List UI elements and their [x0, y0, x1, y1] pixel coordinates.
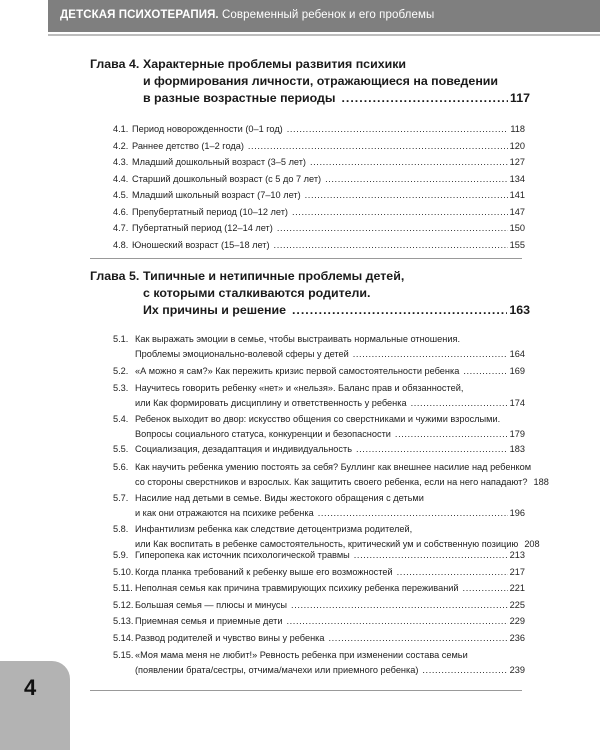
entry-page: 150	[509, 223, 525, 233]
entry-number: 5.2.	[113, 366, 129, 376]
leader-dots	[292, 205, 508, 220]
leader-dots	[310, 155, 508, 170]
leader-dots	[353, 347, 508, 362]
entry-number: 5.10.	[113, 567, 134, 577]
leader-dots	[354, 548, 508, 563]
chapter-page: 163	[509, 303, 530, 317]
toc-entry[interactable]	[113, 631, 525, 646]
leader-dots	[397, 565, 508, 580]
leader-dots	[274, 238, 508, 253]
leader-dots	[411, 396, 508, 411]
entry-page: 134	[509, 174, 525, 184]
entry-title: Пубертатный период (12–14 лет)	[132, 223, 273, 233]
entry-page: 118	[510, 124, 525, 134]
chapter-title-line: и формирования личности, отражающиеся на поведении	[143, 74, 499, 88]
toc-entry[interactable]	[113, 412, 525, 442]
entry-title-line: Как научить ребенка умению постоять за себя? Буллинг как внешнее насилие над ребенком	[135, 462, 532, 472]
entry-number: 5.4.	[113, 414, 129, 424]
entry-page: 208	[524, 539, 540, 549]
entry-page: 164	[509, 349, 525, 359]
entry-title: или Как формировать дисциплину и ответственность у ребенка	[135, 398, 407, 408]
toc-entry[interactable]	[113, 122, 525, 137]
toc-entry[interactable]	[113, 332, 525, 362]
entry-number: 4.5.	[113, 190, 129, 200]
leader-dots	[291, 598, 508, 613]
entry-title-line: «Моя мама меня не любит!» Ревность ребенка при изменении состава семьи	[135, 650, 468, 660]
entry-number: 5.14.	[113, 633, 134, 643]
leader-dots	[287, 122, 509, 137]
toc-entry[interactable]	[113, 188, 525, 203]
toc-entry[interactable]	[113, 598, 525, 613]
chapter-5-heading[interactable]	[90, 268, 530, 319]
chapter-number: Глава 5.	[90, 269, 140, 283]
entry-title: Приемная семья и приемные дети	[135, 616, 283, 626]
entry-title: Младший дошкольный возраст (3–5 лет)	[132, 157, 306, 167]
entry-number: 5.3.	[113, 383, 129, 393]
toc-entry[interactable]	[113, 381, 525, 411]
leader-dots	[305, 188, 508, 203]
entry-number: 5.5.	[113, 444, 129, 454]
entry-page: 141	[509, 190, 525, 200]
leader-dots	[463, 364, 507, 379]
section-divider	[90, 258, 522, 259]
toc-entry[interactable]	[113, 581, 525, 596]
entry-title: Препубертатный период (10–12 лет)	[132, 207, 288, 217]
entry-title: Период новорожденности (0–1 год)	[132, 124, 283, 134]
leader-dots	[422, 663, 507, 678]
entry-page: 229	[509, 616, 525, 626]
entry-page: 174	[509, 398, 525, 408]
entry-title-line: Инфантилизм ребенка как следствие детоцентризма родителей,	[135, 524, 413, 534]
entry-title: Когда планка требований к ребенку выше его возможностей	[135, 567, 393, 577]
entry-number: 5.12.	[113, 600, 134, 610]
entry-page: 236	[509, 633, 525, 643]
leader-dots	[356, 442, 508, 457]
chapter-title-line: Типичные и нетипичные проблемы детей,	[143, 269, 405, 283]
entry-title: «А можно я сам?» Как пережить кризис первой самостоятельности ребенка	[135, 366, 460, 376]
toc-entry[interactable]	[113, 565, 525, 580]
leader-dots	[341, 90, 508, 107]
leader-dots	[325, 172, 508, 187]
chapter-title-line: Их причины и решение	[143, 303, 286, 317]
toc-entry[interactable]	[113, 172, 525, 187]
entry-page: 120	[509, 141, 525, 151]
entry-page: 213	[509, 550, 525, 560]
entry-title-line: Как выражать эмоции в семье, чтобы выстраивать нормальные отношения.	[135, 334, 460, 344]
leader-dots	[248, 139, 508, 154]
entry-number: 5.13.	[113, 616, 134, 626]
entry-page: 239	[509, 665, 525, 675]
entry-title: со стороны сверстников и взрослых. Как защитить своего ребенка, если на него нападают?	[135, 477, 528, 487]
running-header	[0, 0, 600, 38]
entry-number: 5.1.	[113, 334, 129, 344]
entry-title: Старший дошкольный возраст (с 5 до 7 лет)	[132, 174, 322, 184]
entry-page: 183	[509, 444, 525, 454]
toc-entry[interactable]	[113, 139, 525, 154]
header-title: ДЕТСКАЯ ПСИХОТЕРАПИЯ. Современный ребенок и его проблемы	[60, 9, 435, 21]
toc-entry[interactable]	[113, 442, 525, 457]
entry-title: Юношеский возраст (15–18 лет)	[132, 240, 270, 250]
entry-number: 4.8.	[113, 240, 129, 250]
chapter-4-heading[interactable]	[90, 56, 530, 107]
entry-number: 4.1.	[113, 124, 129, 134]
entry-title: и как они отражаются на психике ребенка	[135, 508, 314, 518]
toc-entry[interactable]	[113, 648, 525, 678]
entry-page: 225	[509, 600, 525, 610]
entry-title: Развод родителей и чувство вины у ребенка	[135, 633, 325, 643]
leader-dots	[328, 631, 507, 646]
toc-entry[interactable]	[113, 364, 525, 379]
entry-page: 179	[509, 429, 525, 439]
entry-title: (появлении брата/сестры, отчима/мачехи или приемного ребенка)	[135, 665, 419, 675]
entry-number: 5.8.	[113, 524, 129, 534]
leader-dots	[463, 581, 508, 596]
entry-page: 188	[533, 477, 549, 487]
page-number: 4	[24, 675, 37, 700]
entry-title: Неполная семья как причина травмирующих психику ребенка переживаний	[135, 583, 459, 593]
entry-page: 169	[509, 366, 525, 376]
entry-title-line: Ребенок выходит во двор: искусство общения со сверстниками и чужими взрослыми.	[135, 414, 501, 424]
entry-title: Большая семья — плюсы и минусы	[135, 600, 288, 610]
entry-title: или Как воспитать в ребенке самостоятельность, критический ум и собственную позицию	[135, 539, 519, 549]
entry-title: Гиперопека как источник психологической травмы	[135, 550, 350, 560]
chapter-title-line: Характерные проблемы развития психики	[143, 57, 407, 71]
toc-entry[interactable]	[113, 205, 525, 220]
entry-number: 4.2.	[113, 141, 129, 151]
leader-dots	[395, 427, 508, 442]
entry-title: Раннее детство (1–2 года)	[132, 141, 244, 151]
entry-page: 147	[509, 207, 525, 217]
entry-title: Проблемы эмоционально-волевой сферы у детей	[135, 349, 349, 359]
toc-entry[interactable]	[113, 460, 549, 490]
entry-title: Вопросы социального статуса, конкуренции и безопасности	[135, 429, 391, 439]
toc-entry[interactable]	[113, 221, 525, 236]
toc-entry[interactable]	[113, 614, 525, 629]
toc-entry[interactable]	[113, 155, 525, 170]
entry-page: 127	[509, 157, 525, 167]
entry-title: Социализация, дезадаптация и индивидуальность	[135, 444, 352, 454]
chapter-title-line: в разные возрастные периоды	[143, 91, 336, 105]
chapter-title-line: с которыми сталкиваются родители.	[143, 286, 371, 300]
entry-number: 5.6.	[113, 462, 129, 472]
entry-page: 217	[509, 567, 525, 577]
leader-dots	[277, 221, 508, 236]
entry-page: 221	[509, 583, 525, 593]
entry-title-line: Научитесь говорить ребенку «нет» и «нельзя». Баланс прав и обязанностей,	[135, 383, 464, 393]
bottom-divider	[90, 690, 522, 691]
chapter-number: Глава 4.	[90, 57, 140, 71]
toc-entry[interactable]	[113, 548, 525, 563]
entry-number: 5.7.	[113, 493, 129, 503]
leader-dots	[292, 302, 507, 319]
entry-number: 4.3.	[113, 157, 129, 167]
toc-entry[interactable]	[113, 491, 525, 521]
page-number-tab	[0, 661, 70, 750]
entry-number: 5.11.	[113, 583, 133, 593]
chapter-page: 117	[510, 91, 530, 105]
toc-entry[interactable]	[113, 238, 525, 253]
leader-dots	[287, 614, 508, 629]
entry-title: Младший школьный возраст (7–10 лет)	[132, 190, 301, 200]
entry-number: 5.15.	[113, 650, 134, 660]
header-rule	[48, 34, 600, 36]
entry-number: 4.4.	[113, 174, 129, 184]
entry-page: 155	[509, 240, 525, 250]
entry-title-line: Насилие над детьми в семье. Виды жестокого обращения с детьми	[135, 493, 424, 503]
entry-number: 5.9.	[113, 550, 129, 560]
leader-dots	[318, 506, 508, 521]
entry-page: 196	[509, 508, 525, 518]
entry-number: 4.6.	[113, 207, 129, 217]
entry-number: 4.7.	[113, 223, 129, 233]
